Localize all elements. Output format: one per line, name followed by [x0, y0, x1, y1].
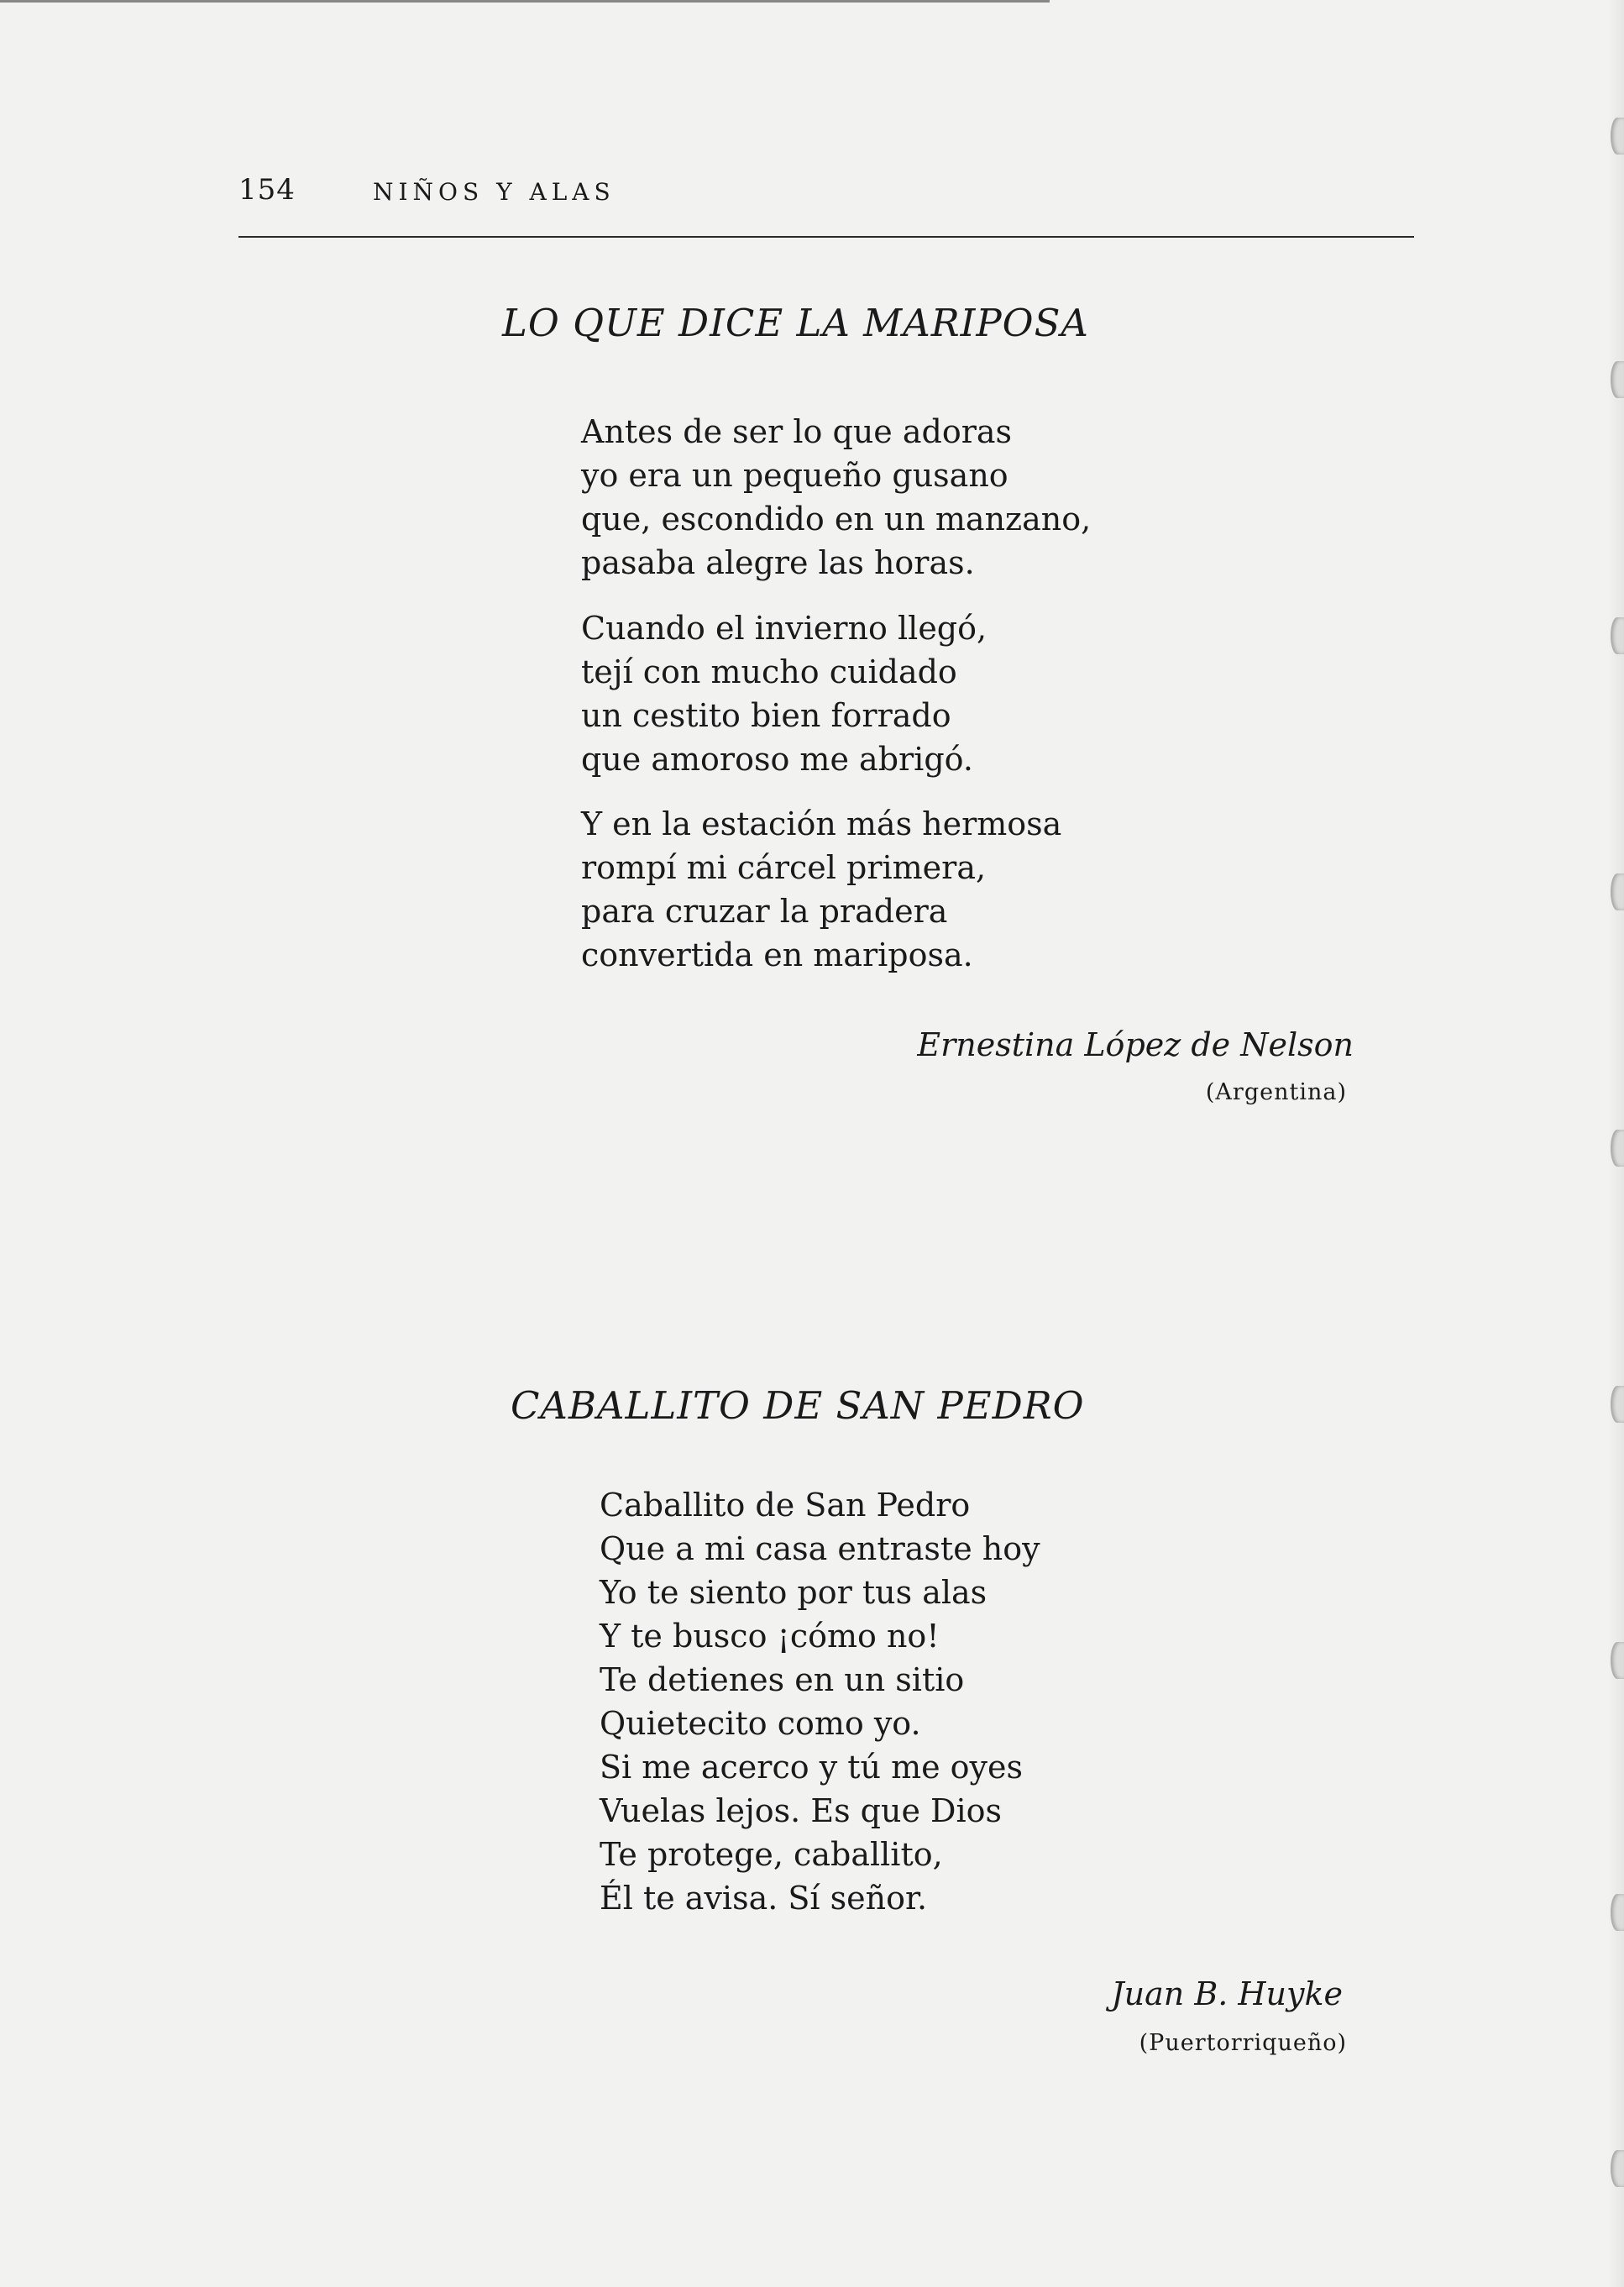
verse-line: que, escondido en un manzano,: [581, 501, 1092, 538]
verse-line: Yo te siento por tus alas: [600, 1574, 987, 1611]
verse-line: Y te busco ¡cómo no!: [600, 1618, 940, 1655]
verse-line: Caballito de San Pedro: [600, 1487, 971, 1524]
verse-line: que amoroso me abrigó.: [581, 741, 973, 778]
author-country: (Argentina): [1205, 1079, 1347, 1105]
binding-hole: [1611, 1894, 1624, 1931]
verse-line: un cestito bien forrado: [581, 697, 951, 734]
verse-line: Cuando el invierno llegó,: [581, 610, 987, 647]
poem-title: CABALLITO DE SAN PEDRO: [511, 1383, 1085, 1428]
author-country: (Puertorriqueño): [1139, 2030, 1347, 2056]
page-header: [238, 170, 1414, 212]
binding-hole: [1611, 1642, 1624, 1679]
verse-line: pasaba alegre las horas.: [581, 544, 975, 581]
binding-hole: [1611, 118, 1624, 155]
binding-hole: [1611, 2150, 1624, 2187]
poem-author: Juan B. Huyke: [1111, 1975, 1343, 2012]
verse-line: para cruzar la pradera: [581, 893, 948, 930]
binding-hole: [1611, 361, 1624, 398]
verse-line: rompí mi cárcel primera,: [581, 849, 987, 886]
stanza: [600, 1483, 1040, 1920]
verse-line: Antes de ser lo que adoras: [581, 413, 1013, 450]
binding-hole: [1611, 617, 1624, 654]
binding-hole: [1611, 1130, 1624, 1167]
binding-hole: [1611, 873, 1624, 910]
verse-line: Vuelas lejos. Es que Dios: [600, 1792, 1003, 1829]
header-rule: [238, 236, 1414, 238]
verse-line: Te detienes en un sitio: [600, 1661, 965, 1698]
stanza: [581, 802, 1061, 977]
poem-title: LO QUE DICE LA MARIPOSA: [502, 301, 1089, 345]
top-edge-line: [0, 0, 1050, 3]
verse-line: yo era un pequeño gusano: [581, 457, 1008, 494]
stanza: [581, 606, 987, 781]
poem-author: Ernestina López de Nelson: [917, 1026, 1354, 1063]
stanza: [581, 410, 1091, 585]
verse-line: Él te avisa. Sí señor.: [600, 1880, 928, 1917]
verse-line: Si me acerco y tú me oyes: [600, 1749, 1024, 1786]
verse-line: Quietecito como yo.: [600, 1705, 921, 1742]
verse-line: convertida en mariposa.: [581, 936, 973, 973]
verse-line: Que a mi casa entraste hoy: [600, 1530, 1040, 1567]
binding-hole: [1611, 1386, 1624, 1423]
verse-line: Y en la estación más hermosa: [581, 805, 1062, 842]
page-number: 154: [238, 173, 296, 207]
running-head: NIÑOS Y ALAS: [373, 178, 616, 206]
verse-line: Te protege, caballito,: [600, 1836, 943, 1873]
verse-line: tejí con mucho cuidado: [581, 653, 957, 690]
